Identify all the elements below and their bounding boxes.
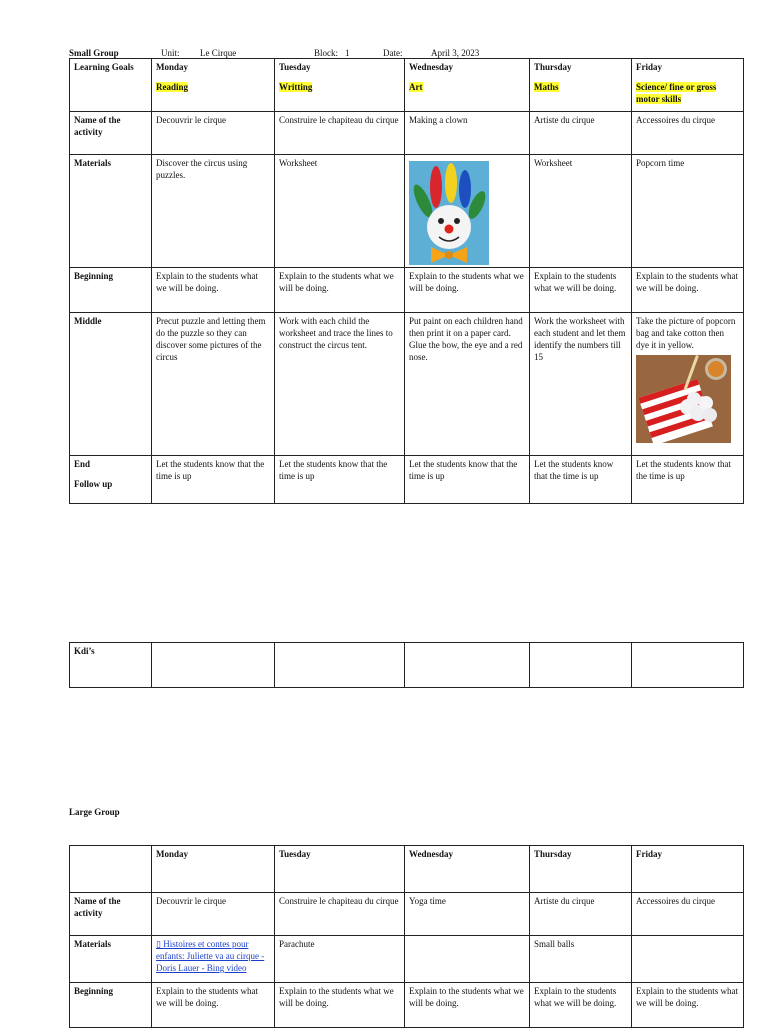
table-cell: Explain to the students what we will be doing. <box>530 983 632 1028</box>
goal-label: Writting <box>279 82 313 92</box>
table-cell: Explain to the students what we will be doing. <box>405 268 530 313</box>
table-cell: Precut puzzle and letting them do the puzzle so they can discover some pictures of the circus <box>152 313 275 456</box>
table-cell: Explain to the students what we will be doing. <box>632 268 744 313</box>
unit-label: Unit: <box>161 48 180 58</box>
table-cell-middle-friday <box>632 313 744 456</box>
table-row-end <box>70 456 744 504</box>
table-cell <box>405 936 530 983</box>
table-cell: Explain to the students what we will be doing. <box>152 983 275 1028</box>
row-label: Kdi’s <box>70 643 152 688</box>
day-header: Tuesday <box>275 846 405 893</box>
day-header: Wednesday <box>405 846 530 893</box>
group-title: Small Group <box>69 48 119 58</box>
unit-value: Le Cirque <box>200 48 237 58</box>
table-cell: Decouvrir le cirque <box>152 893 275 936</box>
video-link[interactable]: ▯ Histoires et contes pour enfants: Juliette va au cirque - Doris Lauer - Bing video <box>156 939 265 973</box>
clown-handprint-image <box>409 161 489 265</box>
row-label: Name of the activity <box>70 893 152 936</box>
table-cell: Construire le chapiteau du cirque <box>275 893 405 936</box>
row-label: Beginning <box>70 268 152 313</box>
table-cell: Discover the circus using puzzles. <box>152 155 275 268</box>
goal-label: Maths <box>534 82 559 92</box>
table-cell <box>632 643 744 688</box>
table-cell: Let the students know that the time is up <box>275 456 405 504</box>
day-header: Friday <box>632 846 744 893</box>
day-header: Tuesday <box>279 62 311 72</box>
day-cell-wednesday <box>405 59 530 112</box>
row-label: Name of the activity <box>70 112 152 155</box>
small-group-table <box>69 58 744 504</box>
table-cell: Artiste du cirque <box>530 112 632 155</box>
goal-label: Science/ fine or gross motor skills <box>636 82 717 104</box>
table-cell: Artiste du cirque <box>530 893 632 936</box>
table-row-materials <box>70 155 744 268</box>
table-cell: Work the worksheet with each student and let them identify the numbers till 15 <box>530 313 632 456</box>
day-header: Thursday <box>534 62 572 72</box>
day-cell-monday <box>152 59 275 112</box>
large-group-table <box>69 845 744 1028</box>
row-label: Middle <box>70 313 152 456</box>
table-cell: Work with each child the worksheet and trace the lines to construct the circus tent. <box>275 313 405 456</box>
table-cell: Decouvrir le cirque <box>152 112 275 155</box>
row-label-end <box>70 456 152 504</box>
table-cell <box>70 846 152 893</box>
row-label-secondary: Follow up <box>74 479 113 489</box>
table-row-name <box>70 112 744 155</box>
day-header: Wednesday <box>409 62 454 72</box>
table-cell: Let the students know that the time is up <box>632 456 744 504</box>
table-cell <box>405 155 530 268</box>
day-cell-tuesday <box>275 59 405 112</box>
table-row-goals <box>70 59 744 112</box>
table-row-name <box>70 893 744 936</box>
table-cell: Parachute <box>275 936 405 983</box>
table-cell: Let the students know that the time is up <box>152 456 275 504</box>
popcorn-craft-image <box>636 355 731 443</box>
table-cell: Yoga time <box>405 893 530 936</box>
table-cell <box>405 643 530 688</box>
table-cell: Explain to the students what we will be doing. <box>275 268 405 313</box>
table-cell: Worksheet <box>275 155 405 268</box>
day-header: Monday <box>156 62 189 72</box>
day-cell-friday <box>632 59 744 112</box>
table-row-materials <box>70 936 744 983</box>
table-cell: Popcorn time <box>632 155 744 268</box>
row-label: End <box>74 459 91 469</box>
table-row-beginning <box>70 268 744 313</box>
table-cell: Explain to the students what we will be doing. <box>530 268 632 313</box>
table-row-middle <box>70 313 744 456</box>
table-cell: Accessoires du cirque <box>632 112 744 155</box>
day-cell-thursday <box>530 59 632 112</box>
kdi-table <box>69 642 744 688</box>
learning-goals-label: Learning Goals <box>70 59 152 112</box>
table-row-kdi <box>70 643 744 688</box>
table-cell <box>275 643 405 688</box>
date-value: April 3, 2023 <box>431 48 480 58</box>
table-cell <box>530 643 632 688</box>
row-label: Materials <box>70 936 152 983</box>
goal-label: Art <box>409 82 423 92</box>
date-label: Date: <box>383 48 403 58</box>
table-cell-text: Take the picture of popcorn bag and take cotton then dye it in yellow. <box>636 316 736 350</box>
table-cell: Construire le chapiteau du cirque <box>275 112 405 155</box>
table-cell: Explain to the students what we will be doing. <box>152 268 275 313</box>
day-header: Friday <box>636 62 662 72</box>
table-cell: Explain to the students what we will be doing. <box>275 983 405 1028</box>
table-cell: Explain to the students what we will be doing. <box>632 983 744 1028</box>
table-cell: Worksheet <box>530 155 632 268</box>
row-label: Materials <box>70 155 152 268</box>
table-cell: Small balls <box>530 936 632 983</box>
table-cell <box>152 936 275 983</box>
table-cell: Accessoires du cirque <box>632 893 744 936</box>
table-cell: Let the students know that the time is up <box>405 456 530 504</box>
large-group-title: Large Group <box>69 807 120 817</box>
table-cell <box>152 643 275 688</box>
day-header: Thursday <box>530 846 632 893</box>
row-label: Beginning <box>70 983 152 1028</box>
table-row-days <box>70 846 744 893</box>
table-cell: Put paint on each children hand then print it on a paper card. Glue the bow, the eye and a red nose. <box>405 313 530 456</box>
block-value: 1 <box>345 48 350 58</box>
table-cell: Making a clown <box>405 112 530 155</box>
day-header: Monday <box>152 846 275 893</box>
table-cell: Let the students know that the time is up <box>530 456 632 504</box>
table-cell <box>632 936 744 983</box>
table-row-beginning <box>70 983 744 1028</box>
block-label: Block: <box>314 48 338 58</box>
goal-label: Reading <box>156 82 189 92</box>
table-cell: Explain to the students what we will be doing. <box>405 983 530 1028</box>
